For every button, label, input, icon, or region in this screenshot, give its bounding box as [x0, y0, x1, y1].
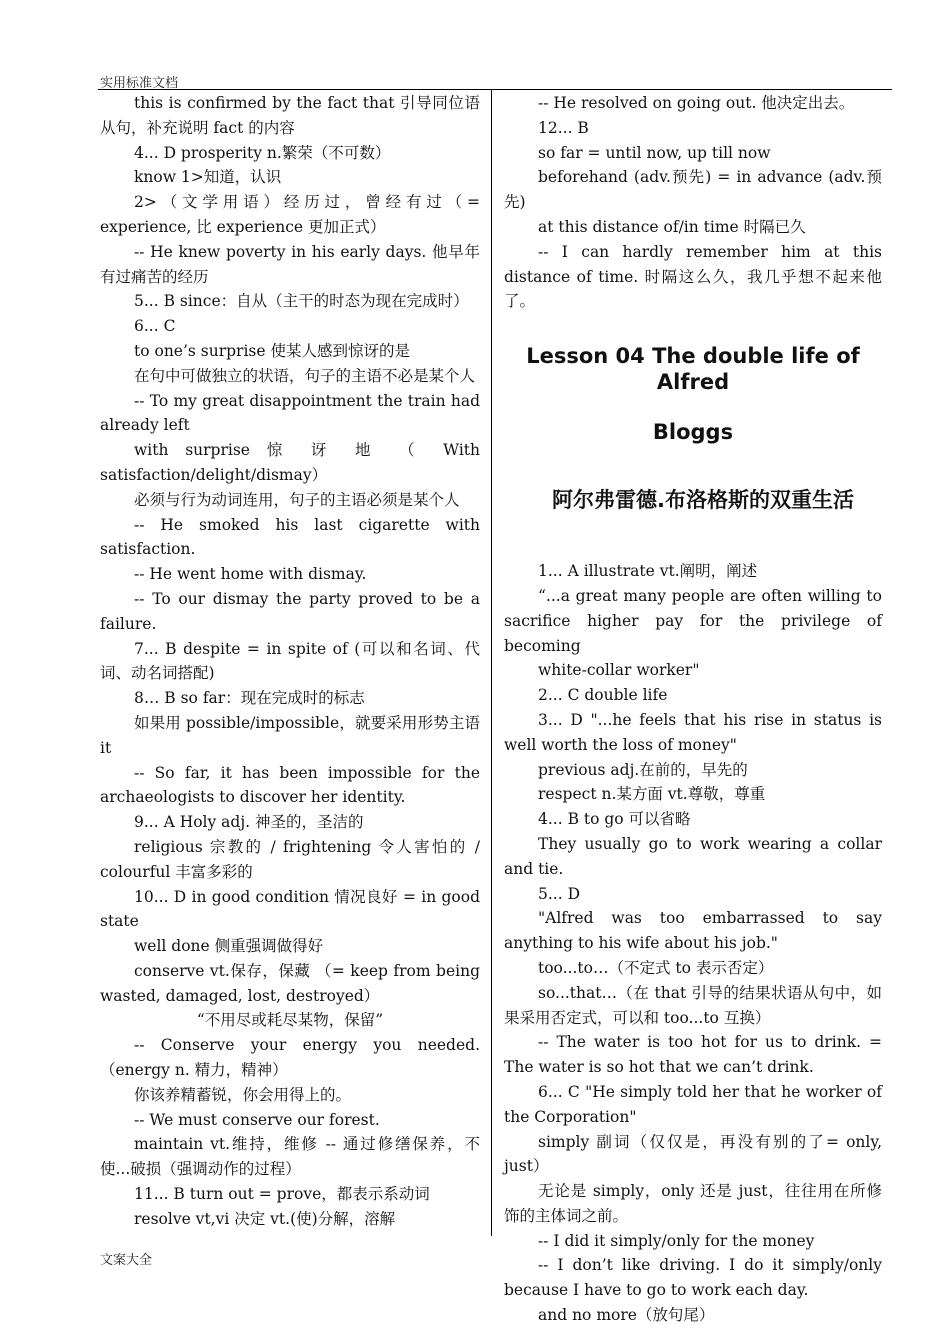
right-paragraph: 6... C "He simply told her that he worker of the Corporation" [504, 1082, 882, 1126]
left-paragraph: -- To our dismay the party proved to be a failure. [100, 589, 480, 633]
left-paragraph: 6... C [134, 317, 176, 336]
right-paragraph: 4... B to go 可以省略 [538, 810, 691, 829]
left-paragraph: 必须与行为动词连用，句子的主语必须是某个人 [134, 490, 460, 509]
right-paragraph: 5... D [538, 884, 580, 903]
left-paragraph: this is confirmed by the fact that 引导同位语从句，补充说明 fact 的内容 [100, 94, 480, 137]
right-paragraph: 无论是 simply，only 还是 just，往往用在所修饰的主体词之前。 [504, 1182, 882, 1225]
left-paragraph: 在句中可做独立的状语，句子的主语不必是某个人 [134, 366, 476, 385]
right-paragraph: 2... C double life [538, 686, 668, 705]
left-paragraph: well done 侧重强调做得好 [134, 937, 324, 956]
left-paragraph: 8… B so far：现在完成时的标志 [134, 689, 365, 708]
right-paragraph: respect n.某方面 vt.尊敬，尊重 [538, 785, 766, 804]
right-paragraph: 12... B [538, 118, 589, 137]
right-paragraph: They usually go to work wearing a collar and tie. [504, 834, 882, 878]
right-paragraph: 3... D "...he feels that his rise in status is well worth the loss of money" [504, 710, 882, 754]
left-paragraph: 5... B since：自从（主干的时态为现在完成时） [134, 292, 469, 311]
lesson-title-line1: Lesson 04 The double life of Alfred [526, 344, 860, 395]
right-paragraph: 1... A illustrate vt.阐明，阐述 [538, 562, 758, 581]
right-paragraph: -- The water is too hot for us to drink. = The water is so hot that we can’t drink. [504, 1033, 882, 1077]
left-paragraph: 9... A Holy adj. 神圣的，圣洁的 [134, 813, 364, 832]
right-paragraph: -- I don’t like driving. I do it simply/only because I have to go to work each day. [504, 1256, 882, 1300]
left-paragraph: -- Conserve your energy you needed.（energy n. 精力，精神） [100, 1036, 480, 1080]
left-paragraph: 4... D prosperity n.繁荣（不可数） [134, 143, 391, 162]
page-footer: 文案大全 [100, 1253, 153, 1268]
right-paragraph: -- I did it simply/only for the money [538, 1231, 815, 1250]
right-paragraph: white-collar worker" [538, 661, 700, 680]
left-paragraph: “不用尽或耗尽某物，保留” [196, 1011, 384, 1030]
left-paragraph: -- He smoked his last cigarette with satisfaction. [100, 515, 480, 559]
left-paragraph: maintain vt.维持，维修 -- 通过修缮保养，不使...破损（强调动作的过程） [100, 1135, 480, 1179]
right-paragraph: "Alfred was too embarrassed to say anything to his wife about his job." [504, 909, 882, 953]
left-paragraph: 2>（文学用语）经历过，曾经有过（= experience, 比 experience 更加正式） [100, 193, 480, 236]
right-paragraph: simply 副词（仅仅是，再没有别的了= only, just） [504, 1132, 882, 1176]
left-paragraph: -- To my great disappointment the train had already left [100, 391, 480, 435]
left-paragraph: resolve vt,vi 决定 vt.(使)分解，溶解 [134, 1209, 396, 1228]
right-column [504, 91, 882, 1328]
right-paragraph: too...to…（不定式 to 表示否定） [538, 958, 774, 977]
right-paragraph: so...that…（在 that 引导的结果状语从句中，如果采用否定式，可以和 too...to 互换） [504, 983, 882, 1027]
title-spacer [504, 513, 882, 559]
left-paragraph: conserve vt.保存，保藏 （= keep from being wasted, damaged, lost, destroyed） [100, 961, 480, 1005]
left-paragraph: 7... B despite = in spite of (可以和名词、代词、动名词搭配) [100, 639, 480, 683]
left-paragraph: 你该养精蓄锐，你会用得上的。 [134, 1085, 352, 1104]
right-paragraph: so far = until now, up till now [538, 143, 771, 162]
left-paragraph: to one’s surprise 使某人感到惊讶的是 [134, 341, 410, 360]
right-paragraph: -- He resolved on going out. 他决定出去。 [538, 94, 855, 112]
right-paragraph: previous adj.在前的，早先的 [538, 760, 748, 779]
header-rule [98, 89, 892, 90]
right-paragraph: at this distance of/in time 时隔已久 [538, 217, 806, 236]
left-paragraph: -- We must conserve our forest. [134, 1110, 380, 1129]
left-paragraph: -- So far, it has been impossible for the archaeologists to discover her identity. [100, 763, 480, 807]
left-paragraph: 10... D in good condition 情况良好 = in good state [100, 887, 480, 931]
left-paragraph: with surprise 惊 讶 地 （ With satisfaction/delight/dismay） [100, 441, 480, 484]
lesson-title-chinese: 阿尔弗雷德.布洛格斯的双重生活 [552, 488, 854, 513]
right-paragraph: and no more（放句尾） [538, 1306, 715, 1325]
right-paragraph: “...a great many people are often willing to sacrifice higher pay for the privilege of becoming [504, 586, 882, 655]
left-paragraph: 11... B turn out = prove，都表示系动词 [134, 1185, 430, 1204]
page-header: 实用标准文档 [100, 76, 179, 91]
left-paragraph: 如果用 possible/impossible，就要采用形势主语 it [100, 713, 480, 757]
left-paragraph: know 1>知道，认识 [134, 168, 282, 187]
left-paragraph: -- He knew poverty in his early days. 他早年有过痛苦的经历 [100, 242, 480, 286]
lesson-title-line2: Bloggs [652, 420, 734, 445]
left-paragraph: religious 宗教的 / frightening 令人害怕的 / colourful 丰富多彩的 [100, 837, 480, 881]
right-paragraph: beforehand (adv.预先) = in advance (adv.预先) [504, 168, 882, 212]
left-column [100, 91, 480, 1232]
right-paragraph: -- I can hardly remember him at this distance of time. 时隔这么久，我几乎想不起来他了。 [504, 242, 882, 311]
column-divider [491, 89, 492, 1236]
left-paragraph: -- He went home with dismay. [134, 565, 367, 584]
